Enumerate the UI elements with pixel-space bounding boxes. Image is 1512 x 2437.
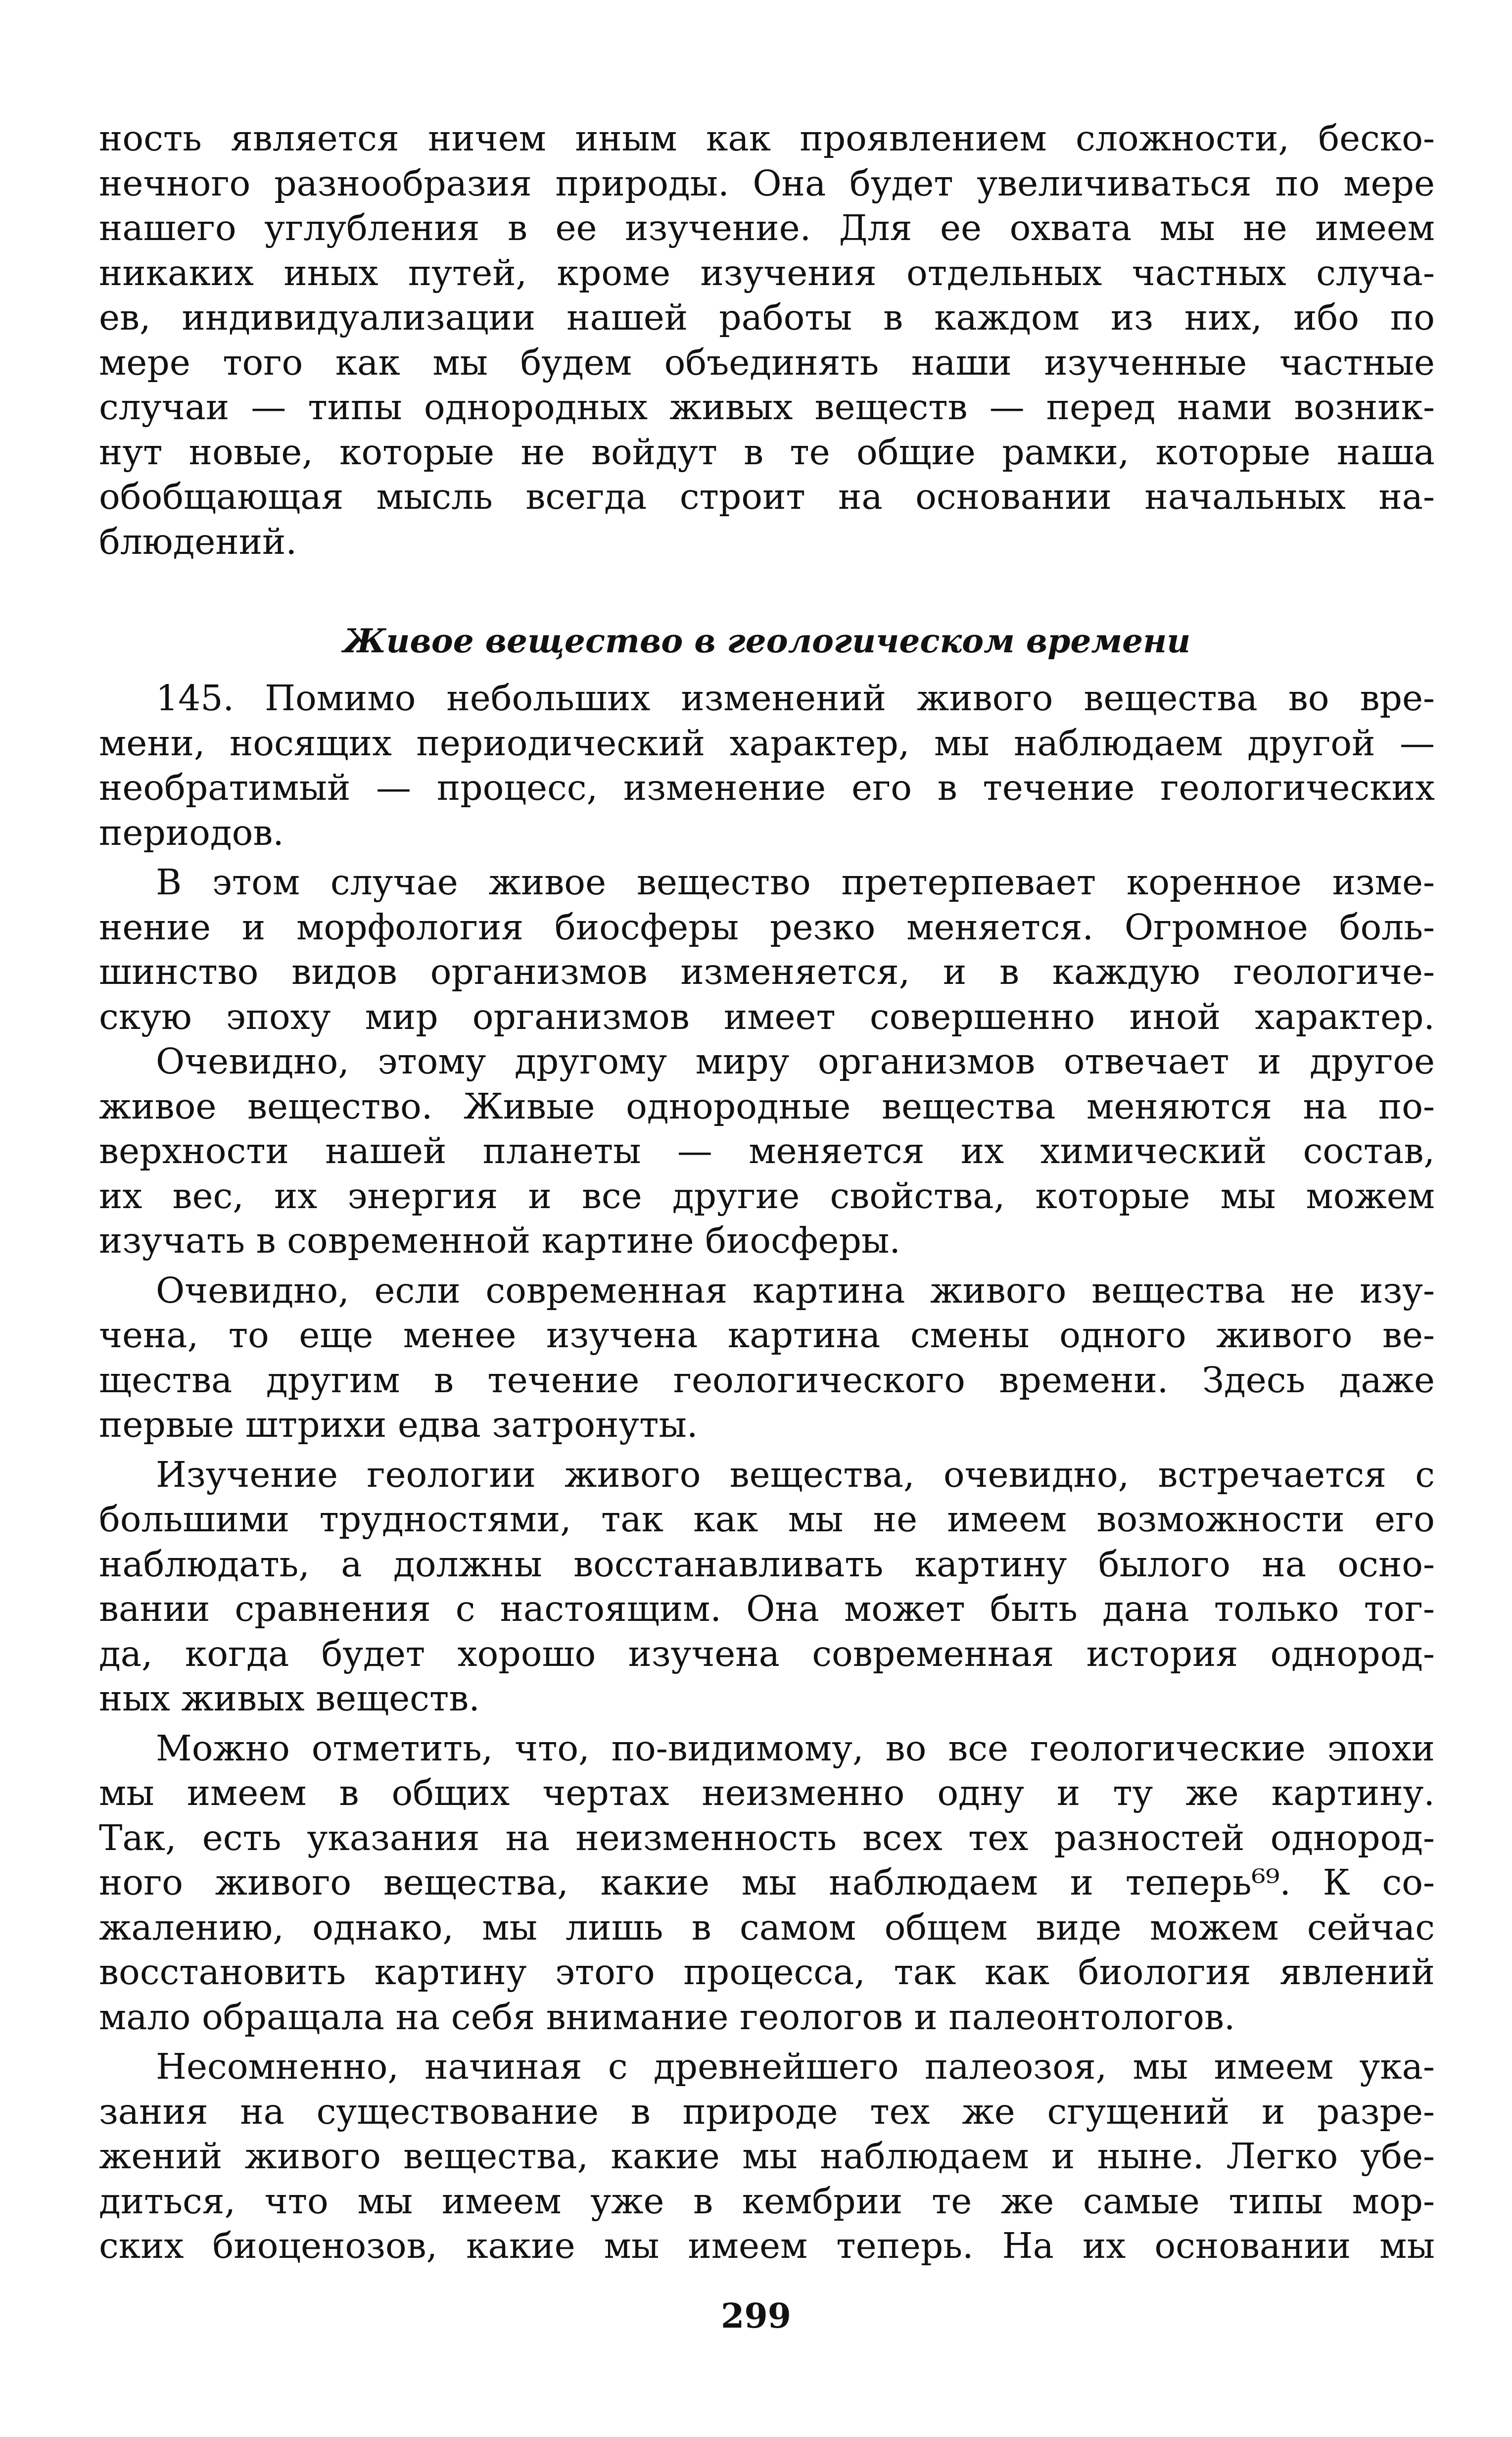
text-line: их вес, их энергия и все другие свойства, которые мы можем (99, 1175, 1435, 1217)
text-line: никаких иных путей, кроме изучения отдельных частных случа- (99, 252, 1435, 293)
paragraph (99, 860, 1435, 1039)
text-line: ных живых веществ. (99, 1678, 480, 1719)
text-line: жений живого вещества, какие мы наблюдаем и ныне. Легко убе- (99, 2136, 1435, 2177)
page-body (99, 116, 1435, 2269)
text-line: Изучение геологии живого вещества, очевидно, встречается с (156, 1454, 1435, 1495)
text-line: живое вещество. Живые однородные вещества меняются на по- (99, 1085, 1435, 1127)
text-line: Можно отметить, что, по-видимому, во все геологические эпохи (156, 1727, 1435, 1769)
text-line: ев, индивидуализации нашей работы в каждом из них, ибо по (99, 297, 1435, 338)
text-line: Очевидно, этому другому миру организмов отвечает и другое (156, 1041, 1435, 1082)
text-line: обобщающая мысль всегда строит на основании начальных на- (99, 476, 1435, 517)
text-line: Так, есть указания на неизменность всех тех разностей однород- (99, 1817, 1435, 1858)
text-line: нечного разнообразия природы. Она будет увеличиваться по мере (99, 162, 1435, 204)
text-line: необратимый — процесс, изменение его в течение геологических (99, 767, 1435, 808)
text-line: мало обращала на себя внимание геологов и палеонтологов. (99, 1996, 1235, 2038)
text-line: Несомненно, начиная с древнейшего палеозоя, мы имеем ука- (156, 2046, 1435, 2087)
paragraph (99, 1268, 1435, 1448)
paragraph (99, 1039, 1435, 1264)
opening-paragraph (99, 116, 1435, 564)
text-line: большими трудностями, так как мы не имеем возможности его (99, 1499, 1435, 1540)
page-number: 299 (721, 2296, 791, 2336)
text-line: ного живого вещества, какие мы наблюдаем и теперь⁶⁹. К со- (99, 1862, 1435, 1903)
text-line: диться, что мы имеем уже в кембрии те же самые типы мор- (99, 2180, 1435, 2222)
text-line: первые штрихи едва затронуты. (99, 1404, 698, 1445)
text-line: вании сравнения с настоящим. Она может быть дана только тог- (99, 1588, 1435, 1629)
text-line: мени, носящих периодический характер, мы наблюдаем другой — (99, 722, 1435, 764)
text-line: зания на существование в природе тех же сгущений и разре- (99, 2091, 1435, 2132)
text-line: случаи — типы однородных живых веществ — перед нами возник- (99, 387, 1435, 428)
text-line: ность является ничем иным как проявлением сложности, беско- (99, 118, 1435, 159)
text-line: мы имеем в общих чертах неизменно одну и ту же картину. (99, 1772, 1435, 1813)
text-line: В этом случае живое вещество претерпевает коренное изме- (156, 862, 1435, 903)
paragraph (99, 1453, 1435, 1721)
text-line: нут новые, которые не войдут в те общие рамки, которые наша (99, 431, 1435, 473)
text-line: наблюдать, а должны восстанавливать картину былого на осно- (99, 1543, 1435, 1585)
section-heading: Живое вещество в геологическом времени (343, 622, 1191, 660)
text-line: нение и морфология биосферы резко меняется. Огромное боль- (99, 906, 1435, 948)
text-line: скую эпоху мир организмов имеет совершенно иной характер. (99, 996, 1435, 1037)
text-line: шинство видов организмов изменяется, и в каждую геологиче- (99, 951, 1435, 992)
text-line: изучать в современной картине биосферы. (99, 1220, 900, 1261)
text-line: щества другим в течение геологического времени. Здесь даже (99, 1359, 1435, 1401)
text-line: жалению, однако, мы лишь в самом общем виде можем сейчас (99, 1906, 1435, 1948)
text-line: восстановить картину этого процесса, так как биология явлений (99, 1951, 1435, 1993)
text-line: периодов. (99, 812, 284, 853)
text-line: чена, то еще менее изучена картина смены одного живого ве- (99, 1315, 1435, 1356)
paragraph (99, 1726, 1435, 2040)
text-line: ских биоценозов, какие мы имеем теперь. На их основании мы (99, 2225, 1435, 2266)
text-line: 145. Помимо небольших изменений живого вещества во вре- (156, 678, 1435, 719)
paragraph (99, 2045, 1435, 2269)
text-line: верхности нашей планеты — меняется их химический состав, (99, 1130, 1435, 1171)
paragraph-145 (99, 676, 1435, 855)
text-line: блюдений. (99, 521, 297, 562)
text-line: нашего углубления в ее изучение. Для ее охвата мы не имеем (99, 207, 1435, 248)
text-line: мере того как мы будем объединять наши изученные частные (99, 341, 1435, 383)
text-line: да, когда будет хорошо изучена современная история однород- (99, 1633, 1435, 1674)
text-line: Очевидно, если современная картина живого вещества не изу- (156, 1269, 1435, 1311)
